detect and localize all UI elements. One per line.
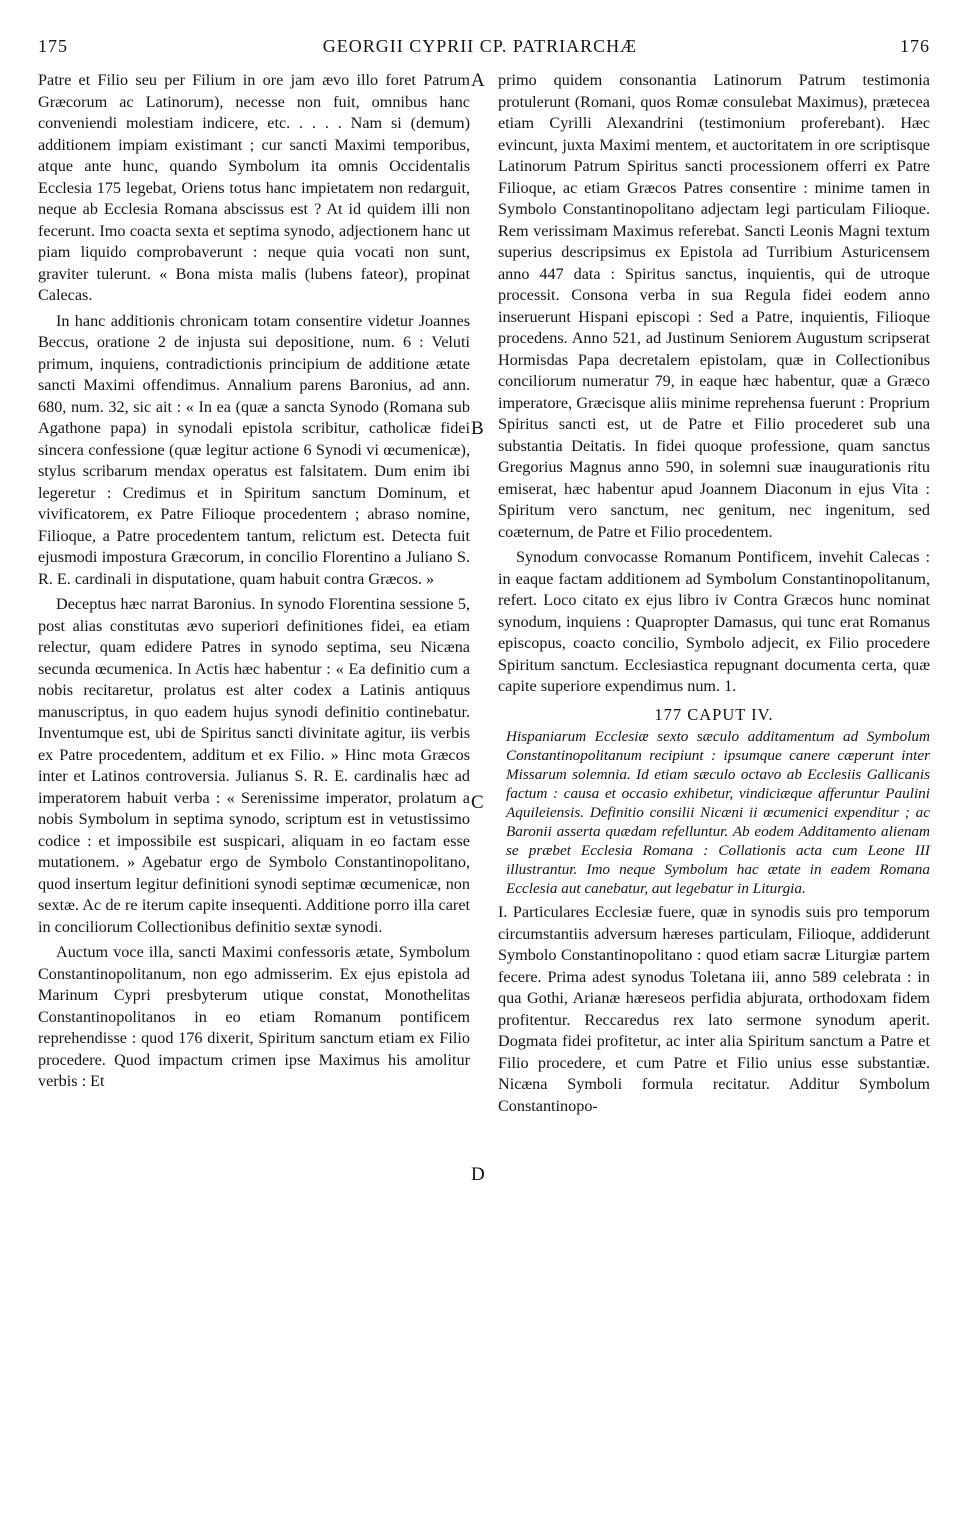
- chapter-summary: Hispaniarum Ecclesiæ sexto sæculo additamentum ad Symbolum Constantinopolitanum recipiunt : ipsumque canere cæperunt inter Missarum solemnia. Id etiam sæculo octavo ab Ecclesiis Gallicanis factum : causa et occasio exhibetur, vindiciæque afferuntur Paulini Aquileiensis. Definitio consilii Nicæni ii œcumenici expenditur ; ac Baronii asserta quædam refelluntur. Ab eodem Additamento alienam se præbet Ecclesia Romana : Collationis acta cum Leone III illustrantur. Imo neque Symbolum hac ætate in eadem Romana Ecclesia aut canebatur, aut legebatur in Liturgia.: [506, 728, 930, 897]
- left-column: [38, 70, 470, 1093]
- page-number-right: 176: [900, 36, 930, 56]
- left-paragraph-2: In hanc additionis chronicam totam consentire videtur Joannes Beccus, oratione 2 de injusta sui depositione, num. 6 : Veluti primum, inquiens, contradictionis principium de additione ætate sancti Maximi offendimus. Annalium parens Baronius, ad ann. 680, num. 32, sic ait : « In ea (quæ a sancta Synodo (Romana sub Agathone papa) in synodali epistola scribitur, catholicæ fidei sincera confessione (quæ legitur actione 6 Synodi vi œcumenicæ), stylus scribarum mendax operatus est falsitatem. Dum enim ibi legeretur : Credimus et in Spiritum sanctum Dominum, et vivificatorem, ex Patre Filioque procedentem ; abraso nomine, Filioque, a Patre procedentem tantum, relictum est. Detecta fuit ejusmodi impostura Græcorum, in concilio Florentino a Juliano S. R. E. cardinali in disputatione, quam habuit contra Græcos. »: [38, 311, 470, 588]
- margin-letter-a: A: [471, 70, 485, 91]
- right-paragraph-1: primo quidem consonantia Latinorum Patrum testimonia protulerunt (Romani, quos Romæ consulebat Maximus), prætecea etiam Cyrilli Alexandrini (testimonium proferebant). Hæc evincunt, juxta Maximi mentem, et auctoritatem in ore scriptisque Latinorum Patrum Spiritus sancti processionem offerri ex Patre Filioque, ac etiam Græcos Patres consentire : minime tamen in Symbolo Constantinopolitano adjectam legi particulam Filioque. Rem verissimam Maximus referebat. Sancti Leonis Magni textum superius descripsimus ex Epistola ad Turribium Asturicensem anno 447 data : Spiritus sanctus, inquientis, qui de utroque processit. Consona verba in sua Regula fidei eodem anno inseruerunt Hispani episcopi : Sed a Patre, inquientis, Filioque procedens. Anno 521, ad Justinum Seniorem Augustum scripserat Hormisdas Papa decretalem epistolam, quæ in Collectionibus conciliorum numeratur 79, in eaque hæc habentur, quæ a Græco imperatore, Græcisque aliis minime reprehensa fuerunt : Proprium Spiritus sancti est, ut de Patre et Filio procederet sub una substantia Deitatis. In fidei quoque professione, quam sanctus Gregorius Magnus anno 590, in solemni suæ inaugurationis ritu emiserat, hæc habentur apud Joannem Diaconum in ejus Vita : Spiritum vero sanctum, nec genitum, nec ingenitum, sed coæternum, de Patre et Filio procedentem.: [498, 71, 930, 541]
- right-paragraph-2: Synodum convocasse Romanum Pontificem, invehit Calecas : in eaque factam additionem ad Symbolum Constantinopolitanum, refert. Loco citato ex ejus libro iv Contra Græcos hunc nominat synodum, inquiens : Quapropter Damasus, qui tunc erat Romanus episcopus, coacto concilio, Symbolo adjecit, ex Filio procedere Spiritum sanctum. Ecclesiastica repugnant documenta certa, quæ capite superiore expendimus num. 1.: [498, 548, 930, 695]
- page-header: [30, 36, 930, 62]
- left-paragraph-4: Auctum voce illa, sancti Maximi confessoris ætate, Symbolum Constantinopolitanum, non ego admisserim. Ex ejus epistola ad Marinum Cypri presbyterum utique constat, Monothelitas Constantinopolitanos in eo etiam Romanum pontificem reprehendisse : quod 176 dixerit, Spiritum sanctum etiam ex Filio procedere. Quod impactum crimen ipse Maximus his amolitur verbis : Et: [38, 943, 470, 1090]
- margin-letter-d: D: [471, 1164, 485, 1185]
- page-number-left: 175: [38, 36, 68, 56]
- right-paragraph-3: I. Particulares Ecclesiæ fuere, quæ in synodis suis pro temporum circumstantiis adversum hæreses particulam, Filioque, addiderunt Symbolo Constantinopolitano : quod etiam sacræ Liturgiæ partem fecere. Prima adest synodus Toletana iii, anno 589 celebrata : in qua Gothi, Arianæ hæreseos perfidia abjurata, orthodoxam fidem profitentur. Reccaredus rex lato sermone synodum aperit. Dogmata fidei profitetur, ac inter alia Spiritum sanctum a Patre et Filio procedere, et cum Patre et Filio unius esse substantiæ. Nicæna Symboli formula recitatur. Additur Symbolum Constantinopo-: [498, 903, 930, 1115]
- running-title: GEORGII CYPRII CP. PATRIARCHÆ: [322, 36, 638, 56]
- right-column: [498, 70, 930, 1117]
- margin-letter-c: C: [471, 792, 484, 813]
- left-paragraph-1: Patre et Filio seu per Filium in ore jam ævo illo foret Patrum Græcorum ac Latinorum), necesse non fuit, omnibus hanc conveniendi molestiam indicere, etc. . . . . Nam si (demum) additionem impiam existimant ; cur sancti Maximi temporibus, atque ante hunc, quando Symbolum ita omnis Occidentalis Ecclesia 175 legebat, Oriens totus hanc impietatem non redarguit, neque ab Ecclesia Romana abscissus est ? At id quidem illi non fecerunt. Imo coacta sexta et septima synodo, adjectionem hanc ut piam liquido comprobaverunt : neque quia vocati non sunt, graviter tulerunt. « Bona mista malis (lubens fateor), propinat Calecas.: [38, 71, 470, 304]
- left-paragraph-3: Deceptus hæc narrat Baronius. In synodo Florentina sessione 5, post alias constitutas ævo superiori definitiones fidei, ea etiam relectur, quam edidere Patres in synodo septima, seu Nicæna secunda œcumenica. In Actis hæc habentur : « Ea definitio cum a nobis recitaretur, prolatus est alter codex a Latinis antiquus manuscriptus, in quo eadem hujus synodi definitio continebatur. Inventumque est, ubi de Spiritus sancti divinitate agitur, iis verbis ex Patre procedentem, additum et ex Filio. » Hinc mota Græcos inter et Latinos controversia. Julianus S. R. E. cardinalis hæc ad imperatorem habuit verba : « Serenissime imperator, prolatum a nobis Symbolum in septima synodo, scriptum est in vetustissimo codice : et impossibile est suspicari, aliquam in eo factam esse mutationem. » Agebatur ergo de Symbolo Constantinopolitano, quod insertum legitur definitioni synodi septimæ œcumenicæ, non sextæ. Ac de re iterum capite insequenti. Additione porro illa caret in conciliorum Collectionibus definitio sextæ synodi.: [38, 595, 470, 936]
- chapter-heading: 177 CAPUT IV.: [654, 704, 774, 724]
- margin-letter-b: B: [471, 418, 484, 439]
